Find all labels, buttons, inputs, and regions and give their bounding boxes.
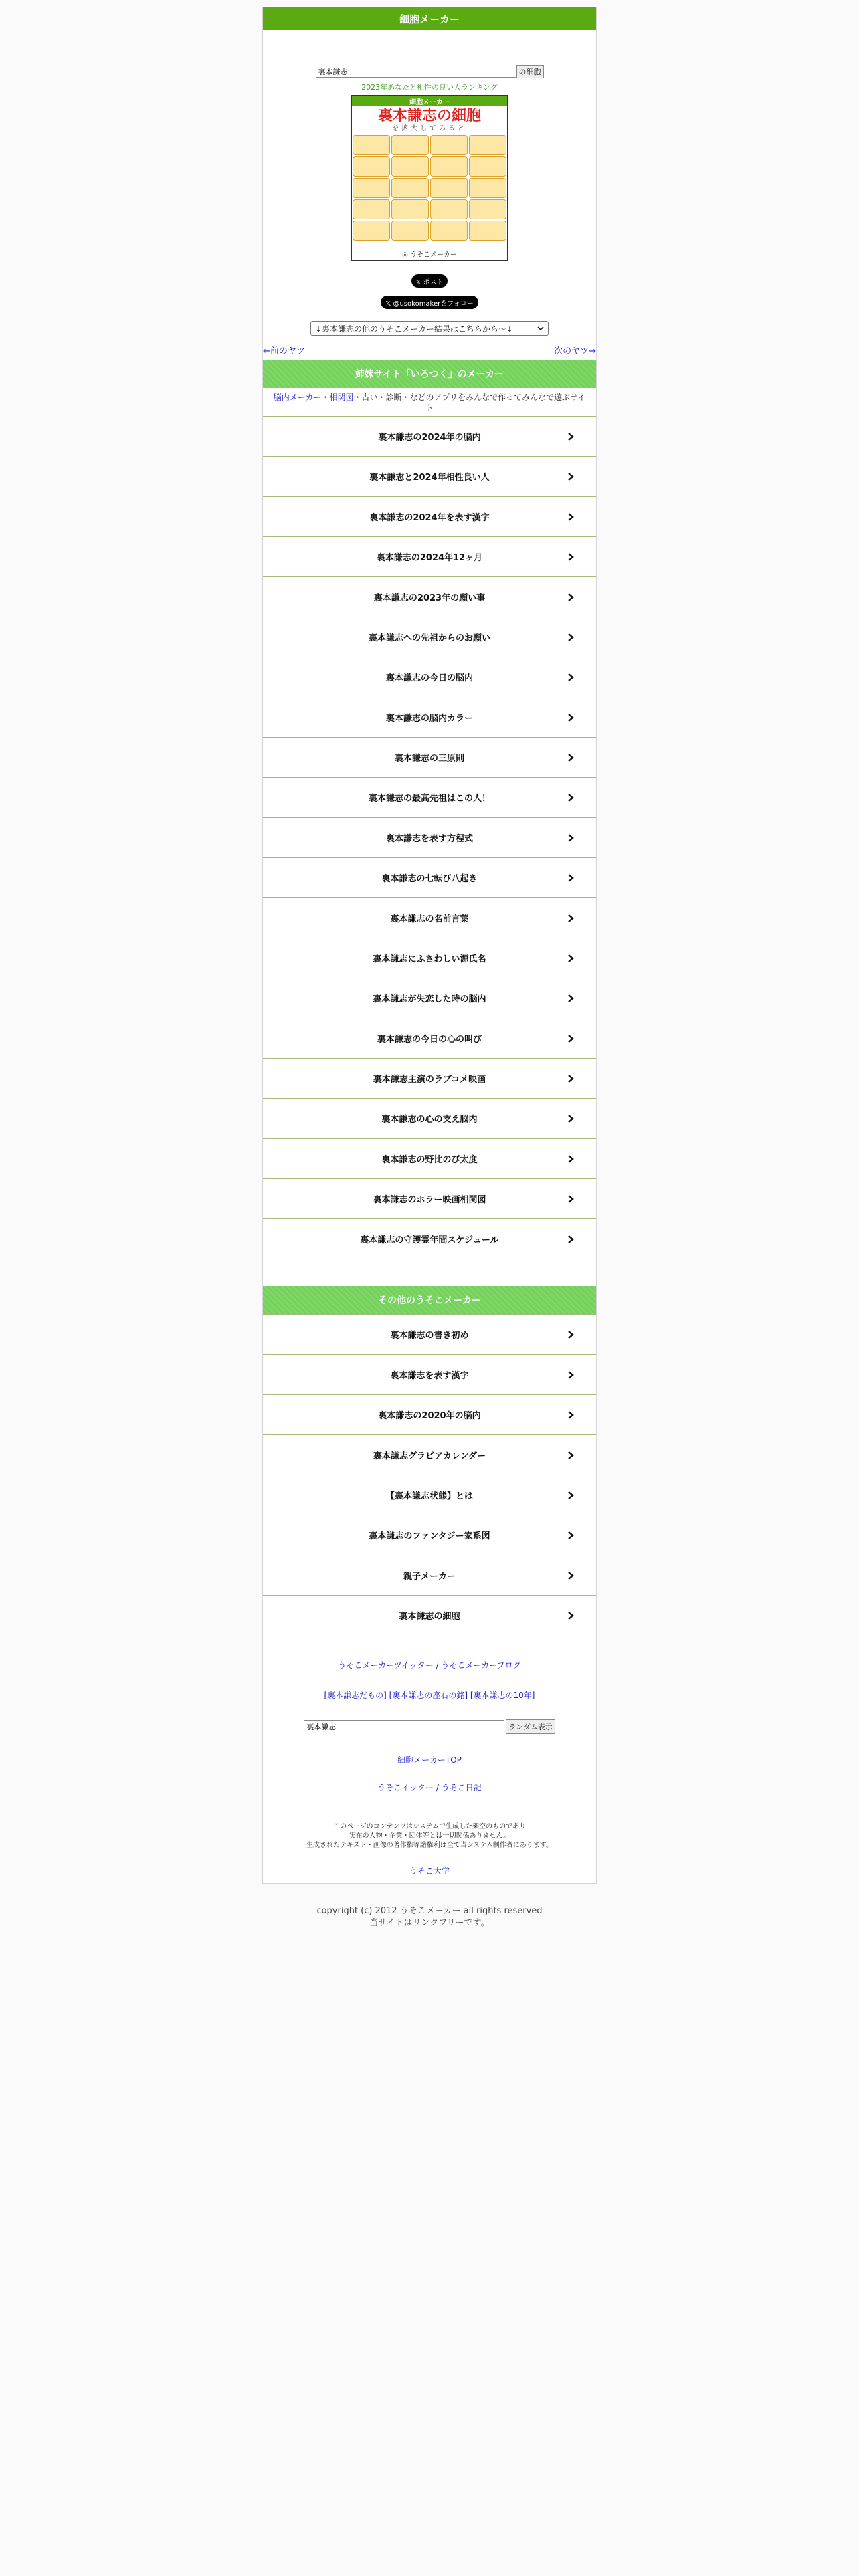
related-links[interactable]: [裏本謙志だもの] [裏本謙志の座右の銘] [裏本謙志の10年] [324,1691,535,1700]
result-image-footer: ◎ うそこメーカー [402,251,457,259]
menu-item-label: 裏本謙志にふさわしい源氏名 [373,954,486,964]
cell [391,135,429,155]
chevron-right-icon [567,1451,575,1459]
menu-item[interactable] [263,657,596,697]
other-results-select[interactable] [310,321,549,336]
cell [430,221,468,241]
brain-maker-link[interactable]: 脳内メーカー [273,393,322,402]
menu-item[interactable] [263,697,596,737]
chevron-right-icon [567,1035,575,1043]
menu-item[interactable] [263,1394,596,1434]
menu-item[interactable] [263,857,596,897]
cell [353,135,390,155]
spacer [263,1635,596,1651]
cell-grid [352,135,507,241]
disclaimer-line: このページのコンテンツはシステムで生成した架空のものであり [332,1823,527,1830]
pager [263,344,596,356]
menu-item[interactable] [263,576,596,617]
chevron-right-icon [567,513,575,521]
menu-item[interactable] [263,1138,596,1178]
chevron-right-icon [567,553,575,561]
menu-item-label: 裏本謙志の心の支え脳内 [381,1115,478,1125]
chevron-right-icon [567,754,575,762]
sister-maker-list [263,416,596,1259]
generate-button[interactable]: の細胞 [516,65,544,78]
menu-item[interactable] [263,1058,596,1098]
cell [469,178,506,198]
menu-item-label: 裏本謙志の2024年の脳内 [378,433,481,443]
main-column [262,7,597,1884]
result-image-title: 裏本謙志の細胞 [377,108,481,124]
sister-section-title: 姉妹サイト「いろつく」のメーカー [355,369,504,380]
social-links[interactable]: うそこメーカーツイッター / うそこメーカーブログ [338,1660,521,1670]
cell [469,221,506,241]
menu-item-label: 裏本謙志主演のラブコメ映画 [373,1075,486,1085]
menu-item-label: 裏本謙志を表す漢字 [390,1371,469,1381]
menu-item[interactable] [263,1354,596,1394]
disclaimer-line: 実在の人物・企業・団体等とは一切関係ありません。 [349,1832,510,1840]
cell [469,156,506,177]
bottom-name-input[interactable] [304,1720,504,1733]
chevron-right-icon [567,1075,575,1083]
menu-item[interactable] [263,1595,596,1635]
cell [353,221,390,241]
menu-item-label: 裏本謙志の七転び八起き [381,874,478,884]
menu-item[interactable] [263,1555,596,1595]
other-section-title: その他のうそこメーカー [378,1295,481,1306]
cell [430,199,468,219]
menu-item-label: 裏本謙志の今日の心の叫び [377,1035,482,1045]
chevron-right-icon [567,994,575,1002]
top-link[interactable]: 細胞メーカーTOP [397,1755,462,1765]
cell [391,221,429,241]
menu-item-label: 裏本謙志の三原則 [394,754,464,764]
sister-section-header [263,360,596,388]
sister-description [263,388,596,416]
menu-item-label: 裏本謙志の野比のび太度 [381,1155,478,1165]
menu-item-label: 裏本謙志を表す方程式 [385,834,473,844]
relation-map-link[interactable]: 相関図 [329,393,354,402]
site-title[interactable]: 細胞メーカー [399,13,460,25]
menu-item-label: 裏本謙志グラビアカレンダー [373,1451,486,1461]
menu-item-label: 裏本謙志への先祖からのお願い [368,633,490,643]
cell [430,156,468,177]
menu-item-label: 親子メーカー [403,1572,456,1582]
chevron-right-icon [567,714,575,722]
cell [469,135,506,155]
menu-item[interactable] [263,737,596,777]
prev-link[interactable]: ←前のヤツ [263,346,305,356]
menu-item[interactable] [263,1314,596,1354]
bottom-search [263,1719,596,1734]
menu-item[interactable] [263,416,596,456]
chevron-right-icon [567,874,575,882]
disclaimer-line: 生成されたテキスト・画像の著作権等諸権利は全て当システム制作者にあります。 [306,1842,553,1849]
menu-item[interactable] [263,1434,596,1475]
chevron-right-icon [567,1235,575,1243]
menu-item-label: 裏本謙志のホラー映画相関図 [373,1195,486,1205]
cell [353,199,390,219]
chevron-right-icon [567,1491,575,1499]
chevron-right-icon [567,1572,575,1580]
random-button[interactable]: ランダム表示 [506,1719,555,1734]
menu-item[interactable] [263,496,596,536]
cell [430,178,468,198]
name-input[interactable] [316,66,516,78]
menu-item-label: 裏本謙志の名前言葉 [390,914,469,924]
other-maker-list [263,1314,596,1635]
menu-item-label: 裏本謙志の2023年の願い事 [373,593,486,603]
separator: ・ [321,393,330,402]
cell [353,156,390,177]
chevron-right-icon [567,473,575,481]
name-form [263,65,596,78]
chevron-right-icon [567,673,575,681]
link-free-notice: 当サイトはリンクフリーです。 [369,1918,490,1928]
menu-item[interactable] [263,536,596,576]
other-results-selected: ↓裏本謙志の他のうそこメーカー結果はこちらから～↓ [315,324,513,334]
menu-item-label: 裏本謙志と2024年相性良い人 [369,473,490,483]
menu-item[interactable] [263,1515,596,1555]
menu-item[interactable] [263,897,596,938]
result-image-subtitle: を拡大してみると [392,125,467,132]
menu-item[interactable] [263,456,596,496]
cell [430,135,468,155]
menu-item-label: 裏本謙志の細胞 [399,1612,460,1622]
menu-item-label: 裏本謙志の今日の脳内 [385,673,473,683]
sister-description-text: ・占い・診断・などのアプリをみんなで作ってみんなで遊ぶサイト [353,393,586,413]
cell [391,178,429,198]
disclaimer [263,1822,596,1850]
other-results-select-row [263,321,596,336]
university-link[interactable]: うそこ大学 [409,1866,450,1876]
menu-item[interactable] [263,777,596,817]
cell [353,178,390,198]
menu-item[interactable] [263,1178,596,1218]
menu-item-label: 裏本謙志が失恋した時の脳内 [373,994,486,1004]
x-follow-button[interactable]: 𝕏 @usokomakerをフォロー [381,296,478,309]
chevron-right-icon [567,633,575,641]
chevron-right-icon [567,1531,575,1539]
menu-item[interactable] [263,1218,596,1259]
chevron-right-icon [567,834,575,842]
footer-links[interactable]: うそこイッター / うそこ日記 [377,1783,482,1792]
menu-item[interactable] [263,1018,596,1058]
result-image [351,95,508,261]
chevron-right-icon [567,1155,575,1163]
site-header [263,7,596,30]
menu-item-label: 裏本謙志の守護霊年間スケジュール [360,1235,499,1245]
menu-item-label: 裏本謙志のファンタジー家系図 [369,1531,490,1541]
ranking-link[interactable]: 2023年あなたと相性の良い人ランキング [361,83,498,92]
menu-item-label: 裏本謙志の2020年の脳内 [378,1411,481,1421]
x-post-button[interactable]: 𝕏 ポスト [411,274,448,288]
menu-item-label: 裏本謙志の書き初め [390,1331,469,1341]
menu-item[interactable] [263,617,596,657]
chevron-right-icon [567,1195,575,1203]
chevron-right-icon [567,1411,575,1419]
cell [391,156,429,177]
menu-item-label: 裏本謙志の2024年を表す漢字 [369,513,490,523]
chevron-right-icon [567,794,575,802]
cell [391,199,429,219]
menu-item-label: 裏本謙志の最高先祖はこの人！ [368,794,490,804]
copyright: copyright (c) 2012 うそこメーカー all rights reserved [316,1906,543,1916]
cell [469,199,506,219]
menu-item-label: 裏本謙志の2024年12ヶ月 [376,553,483,563]
menu-item[interactable] [263,1098,596,1138]
menu-item-label: 裏本謙志の脳内カラー [385,714,473,724]
chevron-right-icon [567,954,575,962]
menu-item[interactable] [263,1475,596,1515]
chevron-right-icon [567,1612,575,1620]
chevron-right-icon [567,1331,575,1339]
chevron-right-icon [567,433,575,441]
menu-item-label: 【裏本謙志状態】とは [385,1491,473,1501]
chevron-right-icon [567,1115,575,1123]
menu-item[interactable] [263,817,596,857]
chevron-right-icon [567,1371,575,1379]
menu-item[interactable] [263,938,596,978]
chevron-right-icon [567,914,575,922]
result-image-header: 細胞メーカー [352,96,507,106]
menu-item[interactable] [263,978,596,1018]
next-link[interactable]: 次のヤツ→ [554,346,596,356]
other-section-header [263,1286,596,1314]
chevron-right-icon [567,593,575,601]
chevron-down-icon [537,326,544,331]
